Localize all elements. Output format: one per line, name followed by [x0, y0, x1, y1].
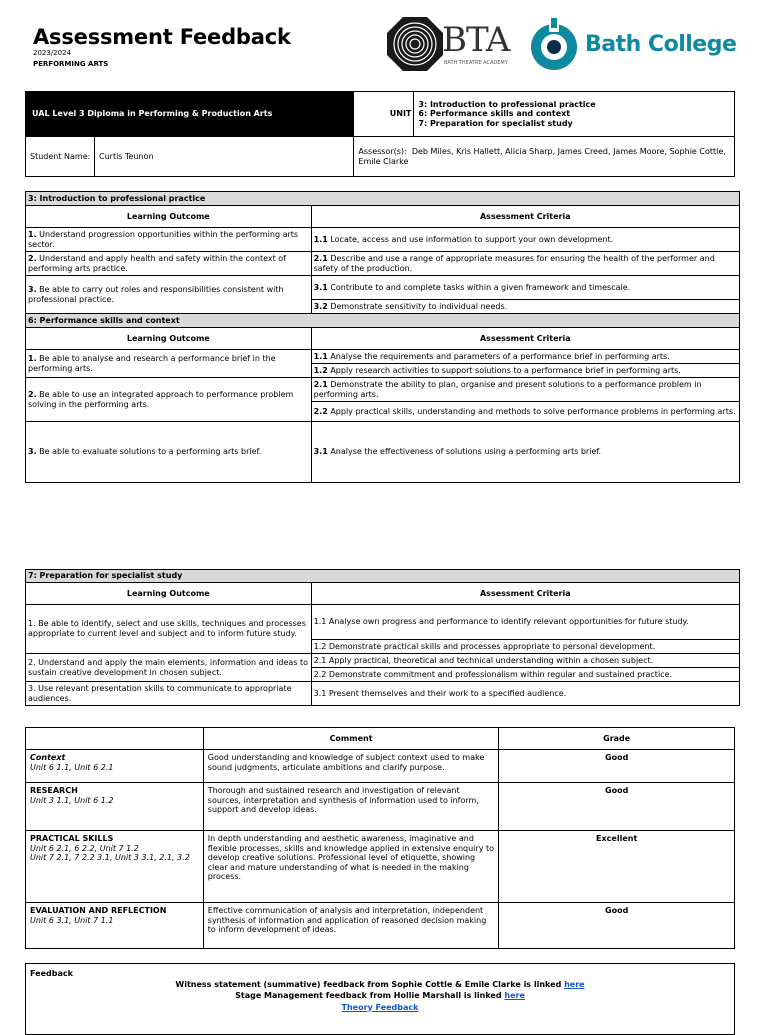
academic-year: 2023/2024: [33, 49, 71, 57]
units-3-6-table: [25, 191, 740, 483]
bath-college-text: Bath College: [585, 32, 737, 57]
student-name: Curtis Teunon: [95, 137, 354, 177]
ac-header: Assessment Criteria: [311, 583, 739, 605]
assessment-criterion: 1.1 Analyse own progress and performance to identify relevant opportunities for future study.: [311, 605, 739, 640]
grade-cell: Good: [499, 903, 735, 949]
comment-header: Comment: [203, 728, 499, 750]
criterion-name: Context: [30, 753, 66, 762]
criterion-cell: [26, 750, 204, 783]
learning-outcome: 3. Be able to carry out roles and responsibilities consistent with professional practice.: [26, 276, 312, 314]
bta-emblem-icon: [386, 16, 444, 72]
assessor-label: Assessor(s):: [358, 146, 407, 156]
learning-outcome: 1. Be able to identify, select and use skills, techniques and processes appropriate to current level and subject and to inform future study.: [26, 605, 312, 654]
department: PERFORMING ARTS: [33, 60, 109, 68]
bath-college-logo: [529, 18, 737, 74]
course-name: UAL Level 3 Diploma in Performing & Production Arts: [26, 92, 354, 137]
feedback-line-theory: [26, 1002, 734, 1013]
assessor-names: Deb Miles, Kris Hallett, Alicia Sharp, James Creed, James Moore, Sophie Cottle, Emile Clarke: [358, 146, 726, 166]
lo-header: Learning Outcome: [26, 206, 312, 228]
learning-outcome: 1. Be able to analyse and research a performance brief in the performing arts.: [26, 350, 312, 378]
ac-header: Assessment Criteria: [311, 328, 739, 350]
criterion-name: RESEARCH: [30, 786, 78, 795]
student-name-label: Student Name:: [26, 137, 95, 177]
assessment-criterion: 3.1 Analyse the effectiveness of solutions using a performing arts brief.: [311, 422, 739, 483]
assessment-criterion: 2.2 Demonstrate commitment and professionalism within regular and sustained practice.: [311, 668, 739, 682]
assessment-criterion: 1.1 Locate, access and use information to support your own development.: [311, 228, 739, 252]
comment-cell: Effective communication of analysis and interpretation, independent synthesis of information and application of reasoned decision making to inform development of ideas.: [203, 903, 499, 949]
feedback-label: Feedback: [30, 969, 73, 978]
assessment-criterion: 2.1 Describe and use a range of appropriate measures for ensuring the health of the performer and safety of the production.: [311, 252, 739, 276]
stage-feedback-link[interactable]: here: [504, 991, 525, 1001]
assessment-criterion: 3.1 Present themselves and their work to a specified audience.: [311, 682, 739, 706]
feedback-line-stage: Stage Management feedback from Hollie Marshall is linked here: [235, 991, 525, 1001]
learning-outcome: 3. Use relevant presentation skills to communicate to appropriate audiences.: [26, 682, 312, 706]
unit-7-table: [25, 569, 740, 706]
comment-cell: Good understanding and knowledge of subject context used to make sound judgments, articulate ambitions and clarify purpose.: [203, 750, 499, 783]
unit-3-title: 3: Introduction to professional practice: [26, 192, 740, 206]
comment-cell: In depth understanding and aesthetic awareness, imaginative and flexible processes, skills and knowledge applied in extensive enquiry to develop creative solutions. Professional level of etiquette, showing clear and mature understanding of what is needed in the making process.: [203, 831, 499, 903]
unit-7-title: 7: Preparation for specialist study: [26, 570, 740, 583]
grade-cell: Good: [499, 783, 735, 831]
unit-label: UNIT: [354, 92, 414, 137]
feedback-line-witness: Witness statement (summative) feedback from Sophie Cottle & Emile Clarke is linked here: [175, 980, 585, 990]
learning-outcome: 2. Understand and apply health and safety within the context of performing arts practice.: [26, 252, 312, 276]
assessment-criterion: 3.1 Contribute to and complete tasks within a given framework and timescale.: [311, 276, 739, 300]
grade-cell: Good: [499, 750, 735, 783]
assessment-criterion: 1.2 Demonstrate practical skills and processes appropriate to personal development.: [311, 640, 739, 654]
witness-feedback-link[interactable]: here: [564, 980, 585, 990]
learning-outcome: 2. Be able to use an integrated approach to performance problem solving in the performing arts.: [26, 378, 312, 422]
lo-header: Learning Outcome: [26, 328, 312, 350]
assessment-criterion: 3.2 Demonstrate sensitivity to individual needs.: [311, 300, 739, 314]
ac-header: Assessment Criteria: [311, 206, 739, 228]
bta-logo-subtitle: BATH THEATRE ACADEMY: [444, 60, 508, 66]
grade-cell: Excellent: [499, 831, 735, 903]
feedback-box: [25, 963, 735, 1035]
bath-college-emblem-icon: [529, 18, 581, 72]
assessment-criterion: 1.2 Apply research activities to support solutions to a performance brief in performing arts.: [311, 364, 739, 378]
assessment-criterion: 2.1 Apply practical, theoretical and technical understanding within a chosen subject.: [311, 654, 739, 668]
criterion-units: Unit 6 2.1, 6 2.2, Unit 7 1.2 Unit 7 2.1, 7 2.2 3.1, Unit 3 3.1, 2.1, 3.2: [30, 843, 190, 863]
bta-logo-text: BTA: [442, 20, 510, 60]
criterion-cell: [26, 903, 204, 949]
assessment-criterion: 2.2 Apply practical skills, understanding and methods to solve performance problems in performing arts.: [311, 402, 739, 422]
grade-header: Grade: [499, 728, 735, 750]
criterion-name: PRACTICAL SKILLS: [30, 834, 114, 843]
criterion-cell: [26, 831, 204, 903]
learning-outcome: 1. Understand progression opportunities within the performing arts sector.: [26, 228, 312, 252]
assessors: [354, 137, 735, 177]
unit-list: [414, 92, 735, 137]
grades-table: [25, 727, 735, 949]
criterion-units: Unit 6 3.1, Unit 7 1.1: [30, 915, 114, 925]
criterion-units: Unit 3 1.1, Unit 6 1.2: [30, 795, 114, 805]
theory-feedback-link[interactable]: Theory Feedback: [341, 1002, 419, 1012]
learning-outcome: 3. Be able to evaluate solutions to a performing arts brief.: [26, 422, 312, 483]
assessment-criterion: 2.1 Demonstrate the ability to plan, organise and present solutions to a performance problem in performing arts.: [311, 378, 739, 402]
criterion-name: EVALUATION AND REFLECTION: [30, 906, 167, 915]
criterion-cell: [26, 783, 204, 831]
bta-logo: [386, 16, 521, 72]
learning-outcome: 2. Understand and apply the main elements, information and ideas to sustain creative development in chosen subject.: [26, 654, 312, 682]
unit-item: 6: Performance skills and context: [418, 109, 571, 119]
lo-header: Learning Outcome: [26, 583, 312, 605]
assessment-criterion: 1.1 Analyse the requirements and parameters of a performance brief in performing arts.: [311, 350, 739, 364]
unit-item: 7: Preparation for specialist study: [418, 118, 573, 128]
course-info-table: [25, 91, 735, 177]
page-title: Assessment Feedback: [33, 25, 291, 49]
grades-empty-header: [26, 728, 204, 750]
criterion-units: Unit 6 1.1, Unit 6 2.1: [30, 762, 114, 772]
unit-6-title: 6: Performance skills and context: [26, 314, 740, 328]
unit-item: 3: Introduction to professional practice: [418, 99, 596, 109]
comment-cell: Thorough and sustained research and investigation of relevant sources, interpretation and synthesis of information used to inform, support and develop ideas.: [203, 783, 499, 831]
